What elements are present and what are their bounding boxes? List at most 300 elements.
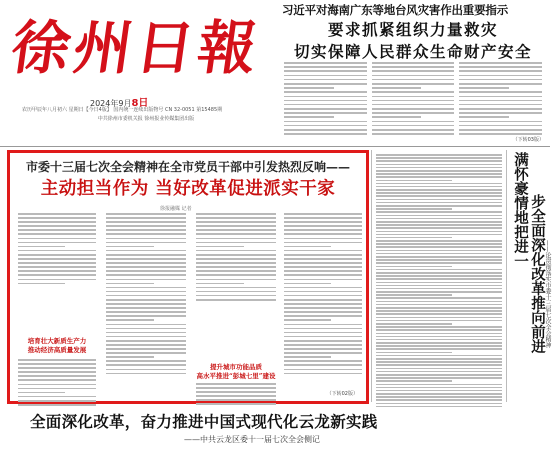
text-line — [284, 246, 331, 248]
text-line — [18, 283, 65, 285]
text-line — [372, 96, 455, 98]
commentary-column — [376, 154, 502, 407]
text-line — [106, 287, 186, 289]
text-line — [18, 367, 96, 369]
text-line — [106, 364, 186, 366]
commentary-title-line-1: 满怀豪情地把进一 — [512, 152, 529, 268]
text-line — [376, 195, 502, 197]
text-line — [284, 108, 367, 110]
feature-body — [18, 213, 362, 401]
text-line — [106, 360, 186, 362]
text-line — [376, 307, 502, 309]
feature-column — [106, 213, 186, 374]
lead-story-kicker: 习近平对海南广东等地台风灾害作出重要指示 — [282, 3, 508, 17]
text-line — [18, 400, 96, 402]
text-line — [376, 173, 502, 175]
text-line — [106, 283, 154, 285]
text-line — [18, 221, 96, 223]
text-line — [106, 303, 186, 305]
text-line — [284, 266, 362, 268]
feature-column — [18, 359, 96, 406]
text-line — [106, 352, 186, 354]
text-line — [459, 108, 542, 110]
text-line — [376, 234, 502, 236]
text-line — [284, 291, 362, 293]
feature-story[interactable] — [7, 150, 369, 404]
feature-column — [196, 213, 276, 301]
text-line — [196, 250, 276, 252]
text-line — [459, 70, 542, 72]
text-line — [284, 242, 362, 244]
text-line — [196, 217, 276, 219]
text-line — [284, 70, 367, 72]
text-line — [284, 250, 362, 252]
bottom-subheadline: ——中共云龙区委十一届七次全会侧记 — [184, 435, 320, 444]
text-line — [376, 384, 502, 386]
text-line — [284, 279, 362, 281]
text-line — [459, 104, 542, 106]
feature-kicker: 市委十三届七次全会精神在全市党员干部中引发热烈反响—— — [25, 160, 350, 174]
text-line — [459, 121, 542, 123]
commentary-body — [374, 150, 504, 404]
text-line — [106, 217, 186, 219]
text-line — [459, 125, 542, 127]
text-line — [284, 307, 362, 309]
text-line — [376, 246, 502, 248]
text-line — [376, 237, 452, 239]
text-line — [196, 383, 276, 385]
text-line — [18, 213, 96, 215]
text-line — [196, 254, 276, 256]
text-line — [376, 218, 502, 220]
text-line — [284, 83, 367, 85]
text-line — [18, 262, 96, 264]
text-line — [376, 231, 502, 233]
text-line — [284, 75, 367, 77]
text-line — [284, 274, 362, 276]
text-line — [376, 211, 502, 213]
text-line — [376, 368, 502, 370]
text-line — [376, 202, 502, 204]
text-line — [459, 66, 542, 68]
text-line — [18, 363, 96, 365]
text-line — [106, 336, 186, 338]
text-line — [376, 208, 452, 210]
text-line — [106, 246, 154, 248]
text-line — [376, 329, 502, 331]
text-line — [196, 399, 276, 401]
text-line — [196, 295, 276, 297]
text-line — [284, 287, 362, 289]
text-line — [459, 129, 542, 131]
text-line — [284, 112, 367, 114]
text-line — [376, 377, 502, 379]
text-line — [106, 258, 186, 260]
text-line — [376, 380, 452, 382]
text-line — [18, 279, 96, 281]
text-line — [18, 217, 96, 219]
text-line — [376, 361, 502, 363]
text-line — [284, 221, 362, 223]
text-line — [376, 167, 502, 169]
text-line — [18, 242, 96, 244]
masthead-meta-line-1: 农历甲辰年八月初六 星期日【今日4版】 国内统一连续出版物号 CN 32-0051 第15485期 — [22, 107, 223, 113]
text-line — [106, 315, 186, 317]
text-line — [18, 246, 65, 248]
text-line — [372, 104, 455, 106]
text-line — [284, 225, 362, 227]
text-line — [376, 186, 502, 188]
text-line — [376, 269, 502, 271]
text-line — [106, 319, 154, 321]
text-line — [106, 213, 186, 215]
commentary-subtitle: ——论贯彻落实市委十三届七次全会精神 — [544, 240, 551, 348]
text-line — [106, 254, 186, 256]
lead-story-continued: （下转03版） — [512, 137, 544, 143]
text-line — [196, 213, 276, 215]
text-line — [376, 227, 502, 229]
text-line — [284, 217, 362, 219]
text-line — [284, 332, 362, 334]
issue-date-day: 8日 — [131, 98, 149, 109]
text-line — [459, 75, 542, 77]
text-line — [372, 121, 455, 123]
text-line — [18, 225, 96, 227]
commentary-article[interactable] — [510, 150, 550, 404]
text-line — [284, 254, 362, 256]
text-line — [284, 104, 367, 106]
text-line — [106, 311, 186, 313]
text-line — [196, 266, 276, 268]
text-line — [106, 356, 154, 358]
text-line — [376, 262, 502, 264]
feature-headline: 主动担当作为 当好改革促进派实干家 — [40, 179, 336, 199]
text-line — [376, 224, 502, 226]
text-line — [376, 282, 502, 284]
text-line — [372, 100, 455, 102]
text-line — [376, 333, 502, 335]
text-line — [18, 254, 96, 256]
text-line — [196, 274, 276, 276]
text-line — [376, 364, 502, 366]
text-line — [106, 332, 186, 334]
feature-subhead — [18, 337, 96, 354]
text-line — [372, 116, 422, 118]
text-line — [376, 243, 502, 245]
text-line — [18, 404, 96, 406]
text-line — [196, 225, 276, 227]
text-line — [376, 345, 502, 347]
text-line — [284, 311, 362, 313]
text-line — [284, 364, 362, 366]
text-line — [376, 170, 502, 172]
text-line — [106, 369, 186, 371]
text-line — [284, 125, 367, 127]
text-line — [284, 303, 362, 305]
text-line — [376, 192, 502, 194]
lead-story[interactable] — [282, 2, 544, 62]
text-line — [459, 91, 542, 93]
bottom-headline[interactable]: 全面深化改革，奋力推进中国式现代化云龙新实践 — [30, 412, 378, 431]
text-line — [284, 213, 362, 215]
text-line — [196, 238, 276, 240]
text-line — [376, 275, 502, 277]
section-divider — [0, 146, 550, 147]
text-line — [284, 299, 362, 301]
text-line — [18, 270, 96, 272]
issue-date-prefix: 2024年9月 — [90, 99, 132, 108]
text-line — [106, 328, 186, 330]
text-line — [196, 246, 244, 248]
text-line — [376, 294, 452, 296]
text-line — [376, 310, 502, 312]
text-line — [106, 274, 186, 276]
text-line — [376, 164, 502, 166]
text-line — [376, 406, 502, 408]
text-line — [376, 336, 502, 338]
commentary-title-line-2: 步全面深化改革推向前进 — [529, 194, 546, 354]
text-line — [196, 221, 276, 223]
text-line — [376, 157, 502, 159]
text-line — [284, 66, 367, 68]
text-line — [106, 225, 186, 227]
text-line — [376, 297, 502, 299]
lead-story-body — [284, 62, 542, 140]
text-line — [376, 323, 452, 325]
masthead-meta — [22, 106, 270, 124]
text-line — [376, 250, 502, 252]
text-line — [284, 336, 362, 338]
text-line — [372, 66, 455, 68]
text-line — [106, 373, 186, 375]
text-line — [376, 393, 502, 395]
text-line — [372, 112, 455, 114]
logo-text: 徐州日報 — [7, 14, 265, 82]
text-line — [18, 258, 96, 260]
text-line — [376, 326, 502, 328]
text-line — [196, 299, 276, 301]
text-line — [376, 259, 502, 261]
text-line — [372, 91, 455, 93]
text-line — [284, 315, 362, 317]
feature-subhead — [196, 363, 276, 380]
text-line — [376, 352, 452, 354]
lead-body-column — [284, 62, 367, 140]
text-line — [284, 270, 362, 272]
text-line — [18, 371, 96, 373]
text-line — [284, 295, 362, 297]
text-line — [196, 395, 276, 397]
text-line — [376, 399, 502, 401]
text-line — [106, 266, 186, 268]
text-line — [284, 121, 367, 123]
text-line — [196, 270, 276, 272]
text-line — [18, 233, 96, 235]
feature-subhead-line: 推动经济高质量发展 — [27, 345, 87, 354]
text-line — [196, 279, 276, 281]
text-line — [459, 112, 542, 114]
text-line — [196, 291, 276, 293]
text-line — [106, 291, 186, 293]
text-line — [284, 348, 362, 350]
text-line — [196, 387, 276, 389]
text-line — [372, 108, 455, 110]
text-line — [376, 396, 502, 398]
text-line — [376, 221, 502, 223]
feature-subhead-line: 培育壮大新质生产力 — [27, 337, 87, 345]
text-line — [372, 125, 455, 127]
text-line — [284, 258, 362, 260]
text-line — [284, 116, 334, 118]
text-line — [106, 299, 186, 301]
text-line — [196, 262, 276, 264]
text-line — [376, 304, 502, 306]
text-line — [376, 272, 502, 274]
text-line — [284, 319, 331, 321]
text-line — [459, 116, 509, 118]
text-line — [376, 301, 502, 303]
text-line — [284, 356, 331, 358]
text-line — [284, 344, 362, 346]
lead-body-column — [459, 62, 542, 140]
text-line — [376, 339, 502, 341]
text-line — [18, 388, 96, 390]
text-line — [106, 221, 186, 223]
text-line — [284, 229, 362, 231]
text-line — [196, 242, 276, 244]
text-line — [196, 391, 276, 393]
text-line — [376, 355, 502, 357]
text-line — [376, 285, 502, 287]
text-line — [106, 233, 186, 235]
text-line — [376, 291, 502, 293]
text-line — [376, 266, 452, 268]
text-line — [106, 279, 186, 281]
text-line — [284, 352, 362, 354]
text-line — [106, 340, 186, 342]
text-line — [106, 262, 186, 264]
text-line — [376, 240, 502, 242]
text-line — [376, 154, 502, 156]
text-line — [376, 215, 502, 217]
text-line — [106, 250, 186, 252]
text-line — [284, 100, 367, 102]
feature-subhead-line: 提升城市功能品质 — [210, 363, 262, 371]
text-line — [459, 87, 509, 89]
text-line — [376, 278, 502, 280]
text-line — [284, 233, 362, 235]
text-line — [284, 79, 367, 81]
lead-story-headline-2: 切实保障人民群众生命财产安全 — [293, 42, 532, 61]
text-line — [376, 358, 502, 360]
lead-body-column — [372, 62, 455, 140]
text-line — [18, 379, 96, 381]
text-line — [18, 359, 96, 361]
text-line — [376, 342, 502, 344]
text-line — [18, 250, 96, 252]
text-line — [284, 340, 362, 342]
text-line — [372, 83, 455, 85]
text-line — [376, 256, 502, 258]
text-line — [18, 238, 96, 240]
text-line — [376, 189, 502, 191]
text-line — [18, 274, 96, 276]
text-line — [459, 83, 542, 85]
text-line — [376, 317, 502, 319]
feature-column — [284, 213, 362, 374]
text-line — [459, 100, 542, 102]
text-line — [284, 262, 362, 264]
text-line — [18, 229, 96, 231]
text-line — [106, 242, 186, 244]
text-line — [284, 324, 362, 326]
text-line — [376, 374, 502, 376]
feature-column — [196, 383, 276, 405]
text-line — [196, 287, 276, 289]
text-line — [459, 62, 542, 64]
text-line — [376, 320, 502, 322]
text-line — [284, 87, 334, 89]
text-line — [284, 96, 367, 98]
text-line — [196, 283, 244, 285]
feature-continued: （下转02版） — [326, 391, 358, 397]
text-line — [196, 403, 276, 405]
text-line — [196, 233, 276, 235]
text-line — [376, 390, 502, 392]
lead-story-headline-1: 要求抓紧组织力量救灾 — [327, 20, 498, 39]
text-line — [372, 70, 455, 72]
masthead-meta-line-2: 中共徐州市委机关报 徐州报业传媒集团出版 — [97, 116, 195, 122]
text-line — [372, 133, 455, 135]
text-line — [18, 266, 96, 268]
text-line — [106, 348, 186, 350]
text-line — [106, 270, 186, 272]
text-line — [284, 283, 331, 285]
text-line — [284, 133, 367, 135]
feature-column — [18, 213, 96, 284]
text-line — [376, 313, 502, 315]
text-line — [376, 183, 502, 185]
text-line — [376, 160, 502, 162]
text-line — [372, 87, 422, 89]
column-rule — [371, 150, 372, 402]
text-line — [106, 307, 186, 309]
column-rule — [506, 150, 507, 402]
text-line — [106, 344, 186, 346]
text-line — [376, 403, 502, 405]
text-line — [372, 79, 455, 81]
text-line — [376, 176, 502, 178]
text-line — [372, 75, 455, 77]
text-line — [376, 253, 502, 255]
text-line — [284, 328, 362, 330]
text-line — [284, 91, 367, 93]
feature-byline: 徐报融媒 记者 — [160, 206, 192, 212]
text-line — [106, 229, 186, 231]
text-line — [376, 348, 502, 350]
newspaper-logo — [7, 8, 270, 88]
text-line — [106, 295, 186, 297]
text-line — [106, 238, 186, 240]
text-line — [196, 258, 276, 260]
text-line — [459, 96, 542, 98]
text-line — [376, 288, 502, 290]
text-line — [284, 369, 362, 371]
text-line — [18, 392, 65, 394]
text-line — [196, 229, 276, 231]
text-line — [459, 79, 542, 81]
text-line — [18, 396, 96, 398]
